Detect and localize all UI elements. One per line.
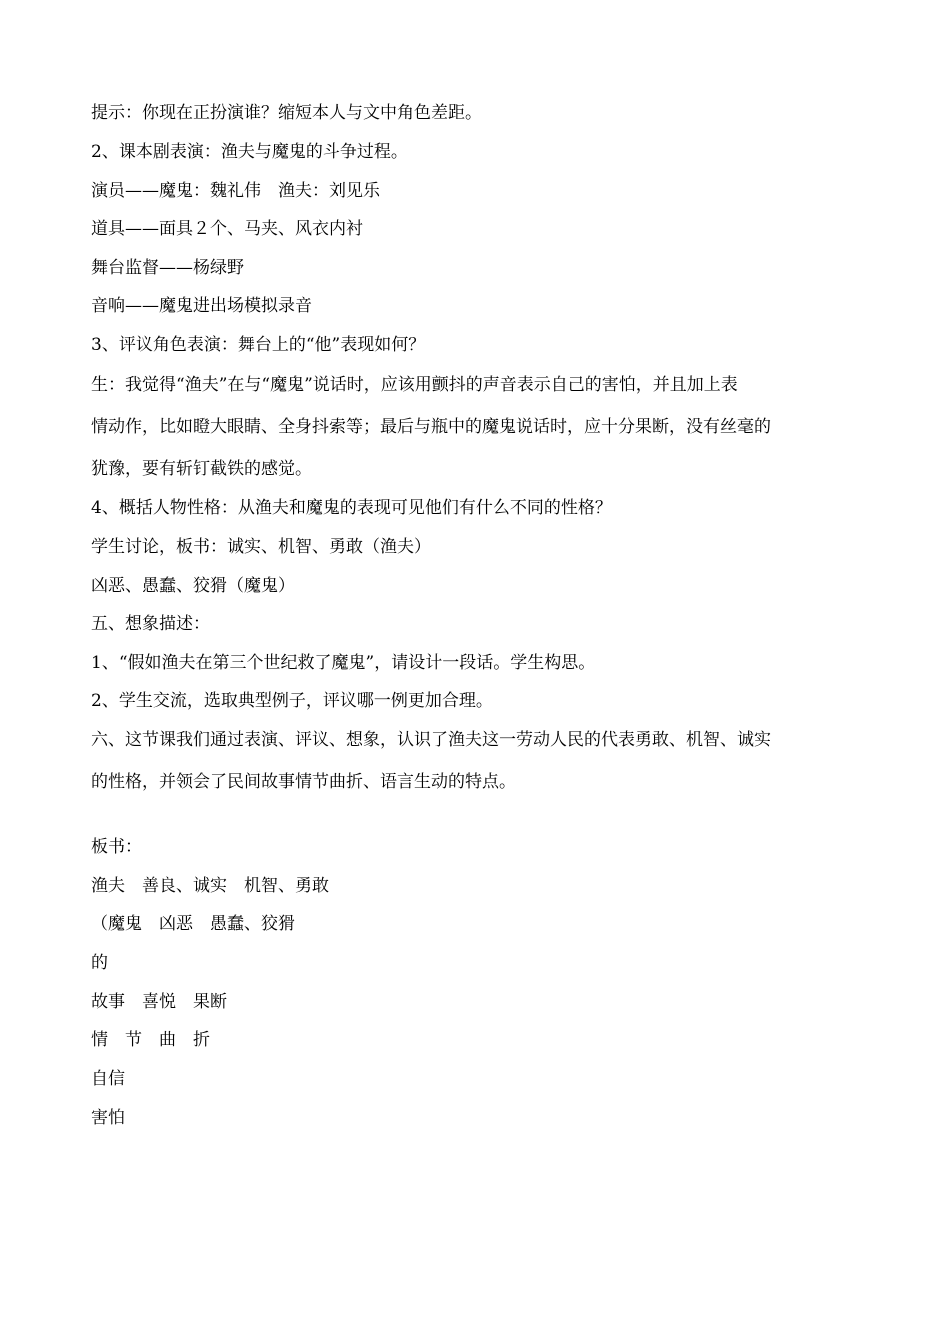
blackboard-line: 情 节 曲 折 (91, 1030, 210, 1050)
blackboard-line: 自信 (91, 1069, 125, 1089)
blackboard-line: 渔夫 善良、诚实 机智、勇敢 (91, 876, 329, 896)
text-line: 的性格，并领会了民间故事情节曲折、语言生动的特点。 (91, 772, 516, 792)
text-line: 4、概括人物性格：从渔夫和魔鬼的表现可见他们有什么不同的性格？ (91, 498, 612, 518)
section-heading: 五、想象描述： (91, 614, 210, 634)
text-line: 提示：你现在正扮演谁？缩短本人与文中角色差距。 (91, 103, 482, 123)
text-line: 演员——魔鬼：魏礼伟 渔夫：刘见乐 (91, 181, 380, 201)
text-line: 2、课本剧表演：渔夫与魔鬼的斗争过程。 (91, 142, 408, 162)
blackboard-line: 的 (91, 953, 108, 973)
blackboard-line: 害怕 (91, 1108, 125, 1128)
text-line: 犹豫，要有斩钉截铁的感觉。 (91, 459, 312, 479)
blackboard-line: （魔鬼 凶恶 愚蠢、狡猾 (91, 914, 295, 934)
blackboard-line: 故事 喜悦 果断 (91, 992, 227, 1012)
text-line: 道具——面具２个、马夹、风衣内衬 (91, 219, 363, 239)
blackboard-heading: 板书： (91, 837, 142, 857)
text-line: 2、学生交流，选取典型例子，评议哪一例更加合理。 (91, 691, 493, 711)
text-line: 3、评议角色表演：舞台上的“他”表现如何？ (91, 335, 426, 355)
text-line: 舞台监督——杨绿野 (91, 258, 244, 278)
text-line: 学生讨论，板书：诚实、机智、勇敢（渔夫） (91, 537, 431, 557)
text-line: 音响——魔鬼进出场模拟录音 (91, 296, 312, 316)
text-line: 生：我觉得“渔夫”在与“魔鬼”说话时，应该用颤抖的声音表示自己的害怕，并且加上表 (91, 375, 738, 395)
text-line: 凶恶、愚蠢、狡猾（魔鬼） (91, 576, 295, 596)
text-line: 1、“假如渔夫在第三个世纪救了魔鬼”，请设计一段话。学生构思。 (91, 653, 596, 673)
text-line: 六、这节课我们通过表演、评议、想象，认识了渔夫这一劳动人民的代表勇敢、机智、诚实 (91, 730, 771, 750)
text-line: 情动作，比如瞪大眼睛、全身抖索等；最后与瓶中的魔鬼说话时，应十分果断，没有丝毫的 (91, 417, 771, 437)
